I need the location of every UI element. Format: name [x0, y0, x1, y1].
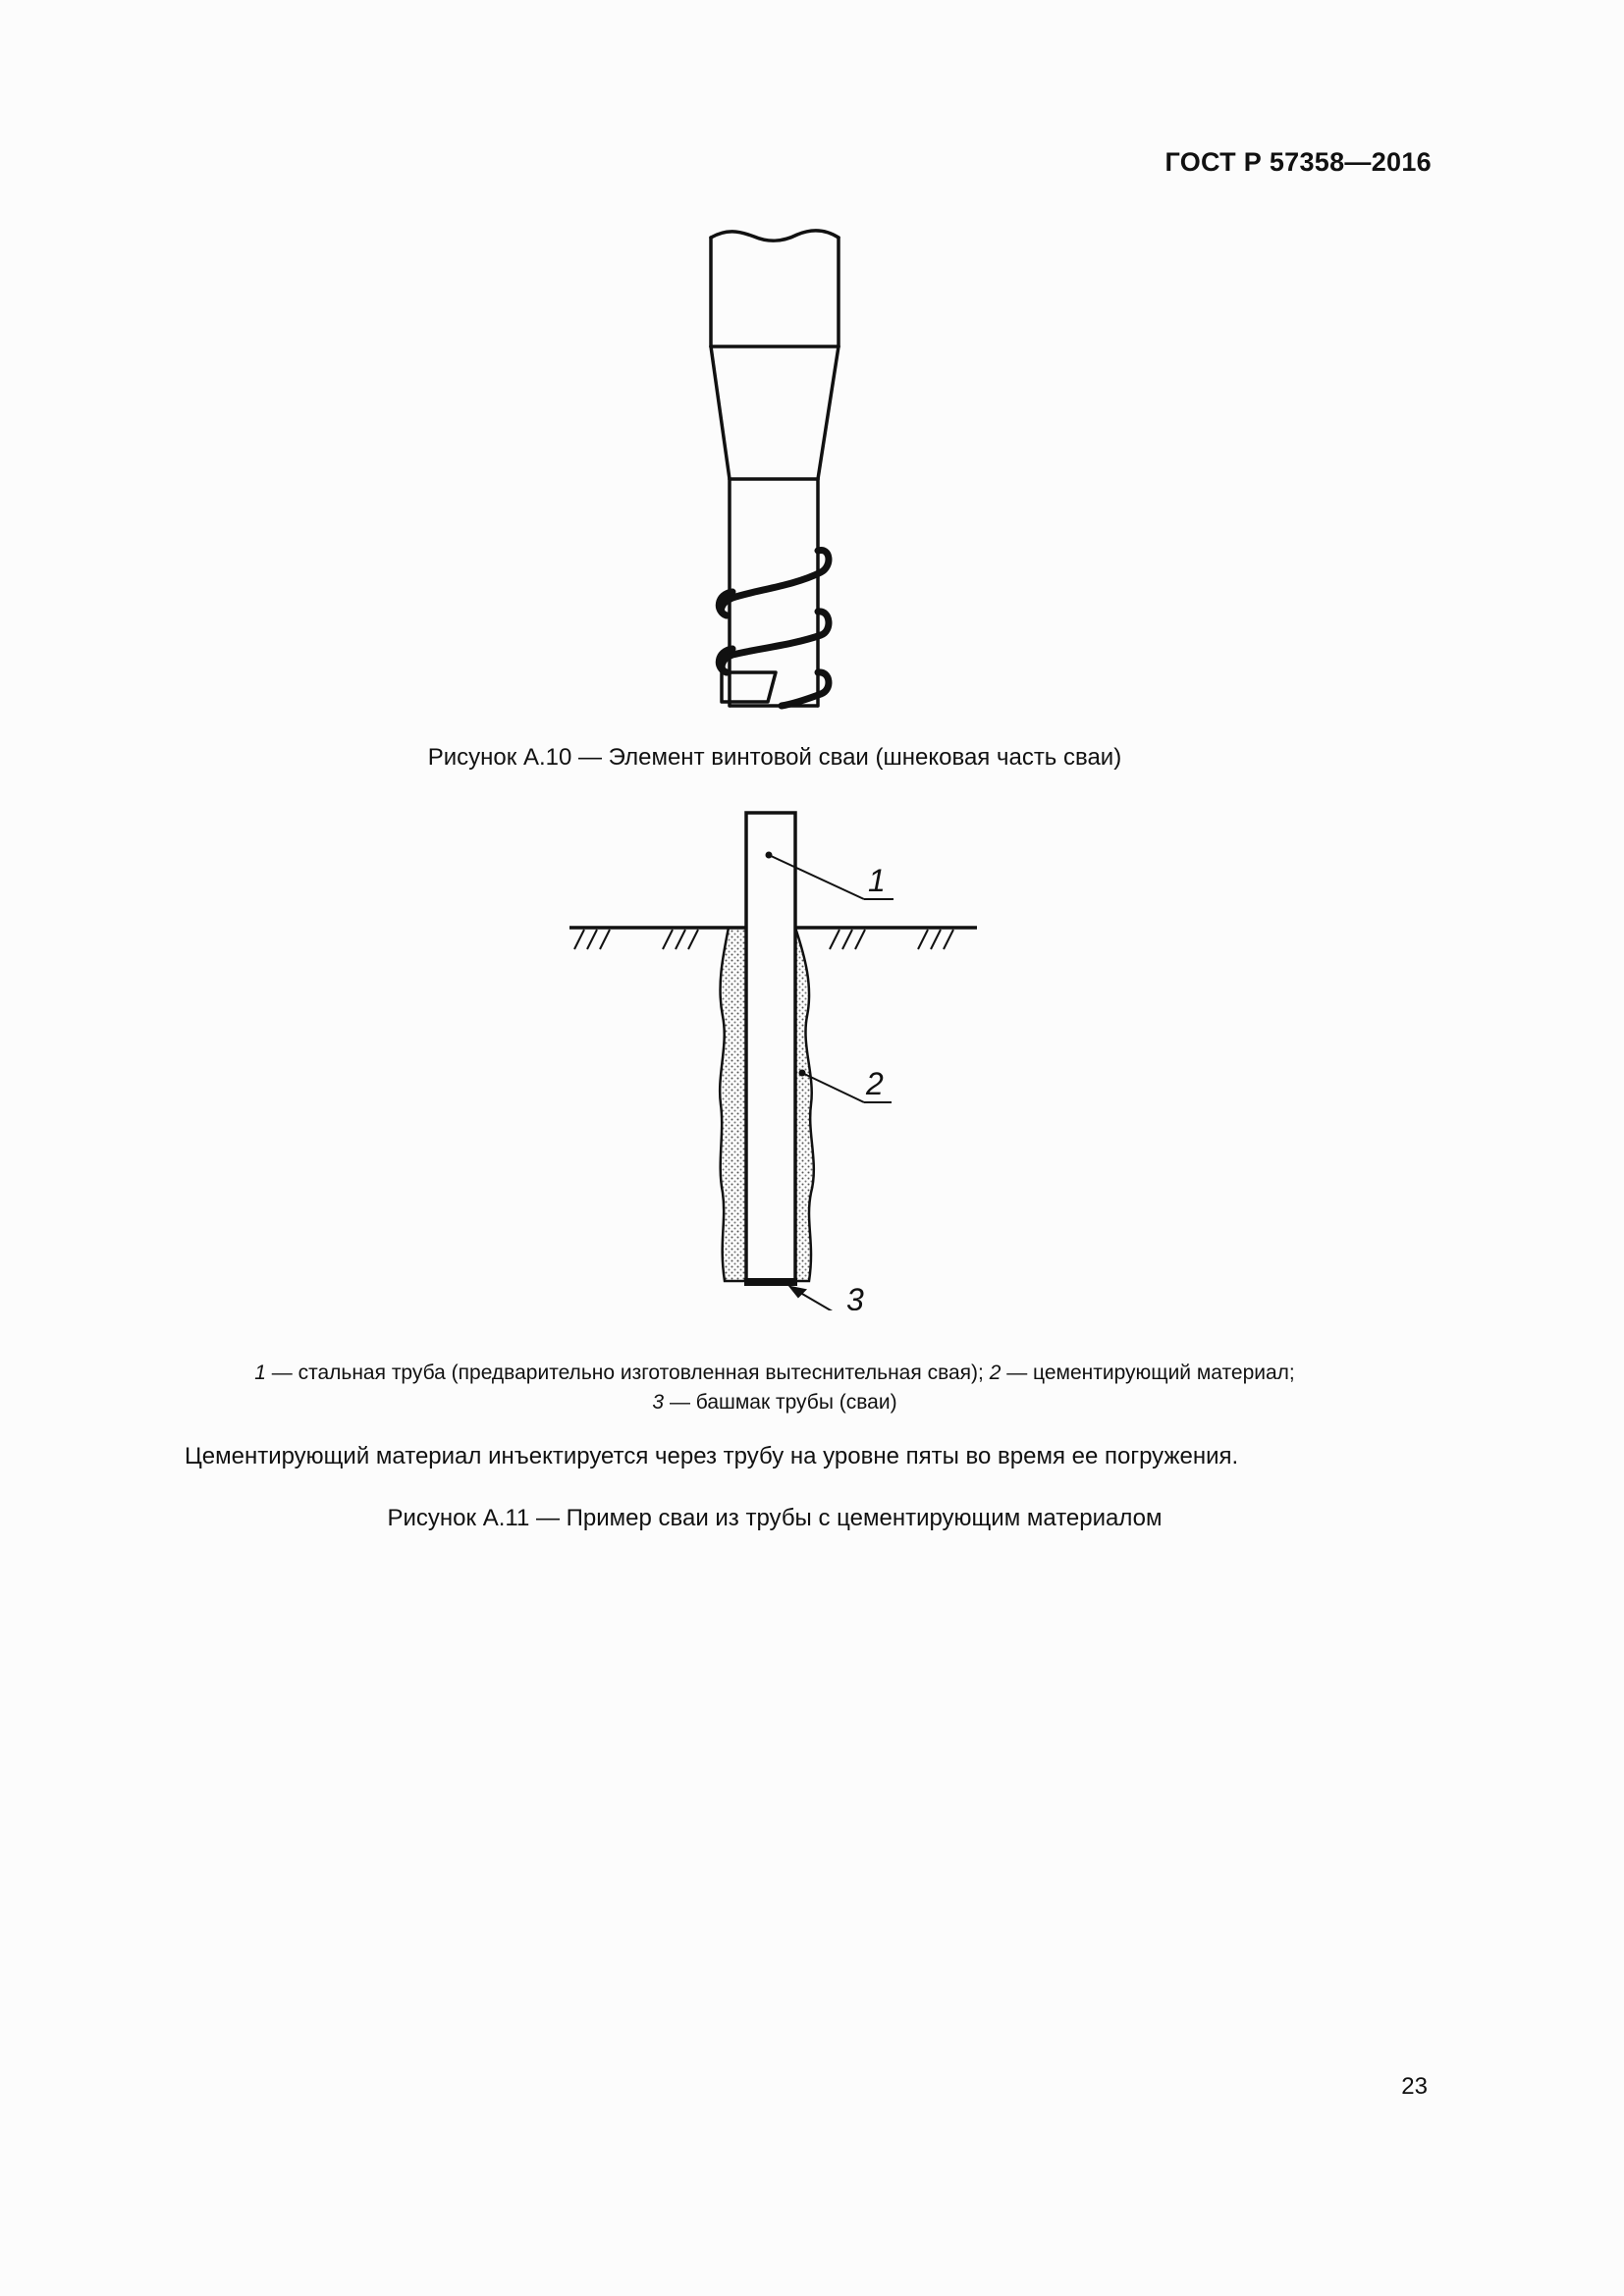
figure-a11-drawing — [0, 800, 1624, 1310]
figure-a11-caption: Рисунок А.11 — Пример сваи из трубы с цементирующим материалом — [387, 1505, 1163, 1531]
legend-line-2 — [0, 1388, 1549, 1417]
legend-line-1 — [0, 1359, 1549, 1388]
figure-a10-caption: Рисунок А.10 — Элемент винтовой сваи (шнековая часть сваи) — [427, 744, 1122, 771]
legend-item-1-number: 1 — [254, 1362, 266, 1384]
page-number: 23 — [1401, 2073, 1428, 2100]
document-code: ГОСТ Р 57358—2016 — [1164, 147, 1432, 177]
legend-item-1-text: — стальная труба (предварительно изготовленная вытеснительная свая); — [265, 1362, 990, 1384]
callout-2: 2 — [866, 1066, 884, 1101]
legend-item-3-text: — башмак трубы (сваи) — [664, 1391, 897, 1415]
figure-a11-note: Цементирующий материал инъектируется через трубу на уровне пяты во время ее погружения. — [185, 1443, 1239, 1469]
callout-3: 3 — [846, 1282, 864, 1310]
legend-item-3-number: 3 — [652, 1391, 665, 1415]
figure-a10-drawing — [0, 221, 1624, 721]
legend-item-2-number: 2 — [989, 1362, 1001, 1384]
callout-1: 1 — [868, 863, 886, 898]
figure-a11-legend — [0, 1359, 1549, 1418]
legend-item-2-text: — цементирующий материал; — [1001, 1362, 1295, 1384]
